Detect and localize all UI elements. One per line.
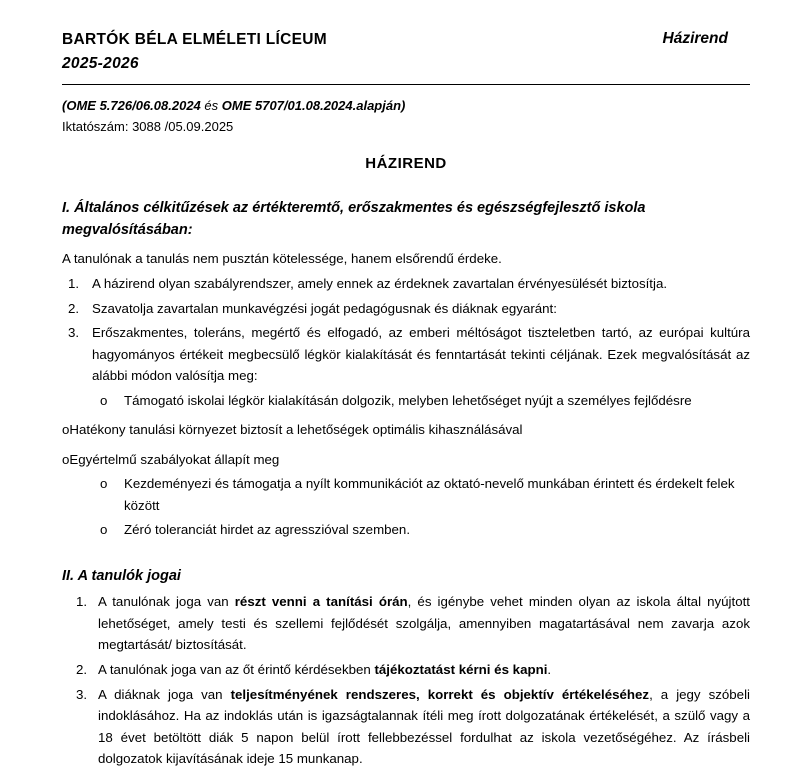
list-item bbox=[62, 684, 750, 770]
section-2-list bbox=[62, 591, 750, 769]
list-item bbox=[62, 273, 750, 295]
list-item-text: Támogató iskolai légkör kialakításán dolgozik, melyben lehetőséget nyújt a személyes fejlődésre bbox=[124, 392, 692, 408]
list-item-text: Hatékony tanulási környezet biztosít a lehetőségek optimális kihasználásával bbox=[69, 422, 523, 438]
page-title: HÁZIREND bbox=[365, 154, 447, 172]
text-run: A tanulónak joga van bbox=[98, 594, 235, 610]
list-marker: 1. bbox=[68, 276, 80, 292]
school-name-block bbox=[62, 28, 327, 76]
list-item bbox=[62, 591, 750, 656]
reference-number-1: 5.726/06.08.2024 bbox=[99, 98, 201, 114]
document-header bbox=[62, 28, 750, 85]
reference-conjunction: és bbox=[200, 98, 222, 114]
section-1-sublist-a bbox=[62, 390, 750, 412]
circle-bullet-icon: o bbox=[62, 422, 70, 438]
list-item bbox=[62, 519, 750, 541]
document-meta bbox=[62, 96, 750, 138]
list-item bbox=[62, 659, 750, 681]
list-marker: 2. bbox=[68, 300, 80, 316]
text-run-bold: tájékoztatást kérni és kapni bbox=[374, 662, 548, 677]
list-item-text bbox=[98, 594, 750, 652]
list-item bbox=[62, 390, 750, 412]
list-item bbox=[62, 322, 750, 387]
reference-prefix: (OME bbox=[62, 98, 96, 114]
school-year: 2025-2026 bbox=[62, 55, 139, 73]
list-item-text: Erőszakmentes, toleráns, megértő és elfogadó, az emberi méltóságot tiszteletben tartó, az európai kultúra hagyományos értékeit megbecsülő légkör kialakítását és fenntartását tekinti céljának. Ezek megvalósítását az alábbi módon valósítja meg: bbox=[92, 325, 750, 384]
section-1-subitem-flat-2 bbox=[62, 449, 750, 471]
list-item bbox=[62, 298, 750, 320]
section-heading-2: II. A tanulók jogai bbox=[62, 567, 181, 584]
list-item-text: Zéró toleranciát hirdet az agresszióval szemben. bbox=[124, 522, 411, 538]
school-name: BARTÓK BÉLA ELMÉLETI LÍCEUM bbox=[62, 31, 327, 48]
list-marker: 2. bbox=[76, 662, 88, 677]
registry-number: Iktatószám: 3088 /05.09.2025 bbox=[62, 118, 234, 134]
section-1-intro: A tanulónak a tanulás nem pusztán kötelessége, hanem elsőrendű érdeke. bbox=[62, 250, 502, 266]
reference-suffix: alapján) bbox=[356, 98, 406, 114]
list-marker: 1. bbox=[76, 594, 88, 610]
text-run-bold: teljesítményének rendszeres, korrekt és objektív értékeléséhez bbox=[230, 686, 650, 702]
section-1-subitem-flat-1 bbox=[62, 419, 750, 441]
list-item-text bbox=[98, 662, 551, 677]
reference-number-2: 5707/01.08.2024. bbox=[255, 98, 357, 114]
section-1-list bbox=[62, 273, 750, 387]
list-marker: 3. bbox=[76, 686, 88, 702]
circle-bullet-icon: o bbox=[62, 451, 70, 467]
text-run: A tanulónak joga van az őt érintő kérdésekben bbox=[98, 662, 375, 677]
list-item-text: A házirend olyan szabályrendszer, amely ennek az érdeknek zavartalan érvényesülését biztosítja. bbox=[92, 276, 668, 292]
circle-bullet-icon: o bbox=[100, 476, 108, 492]
text-run-bold: részt venni a tanítási órán bbox=[234, 594, 408, 610]
list-item-text: Szavatolja zavartalan munkavégzési jogát pedagógusnak és diáknak egyaránt: bbox=[92, 300, 557, 316]
document-kind-label: Házirend bbox=[662, 30, 728, 47]
list-item-text bbox=[98, 687, 750, 767]
circle-bullet-icon: o bbox=[100, 522, 108, 538]
text-run: . bbox=[547, 662, 552, 677]
list-marker: 3. bbox=[68, 325, 80, 341]
section-1-sublist-b bbox=[62, 473, 750, 541]
list-item-text: Kezdeményezi és támogatja a nyílt kommunikációt az oktató-nevelő munkában érintett és érdekelt felek között bbox=[124, 476, 735, 513]
text-run: , és igénybe vehet minden olyan az iskola által nyújtott lehetőséget, amely testi és szellemi fejlődését szolgálja, amennyiben magatartásával nem zavarja azok megtartását/ biztosítását. bbox=[98, 594, 750, 653]
circle-bullet-icon: o bbox=[100, 392, 108, 408]
text-run: , a jegy szóbeli indoklásához. Ha az indoklás után is igazságtalannak ítéli meg írott dolgozatának értékelését, a szülő vagy a 18 évet betöltött diák 5 napon belül írott fellebbezéssel fordulhat az iskola vezetőségéhez. Az írásbeli dolgozatok kijavításának ideje 15 munkanap. bbox=[98, 686, 750, 767]
legal-reference-line bbox=[62, 96, 750, 117]
section-heading-1: I. Általános célkitűzések az értékteremtő, erőszakmentes és egészségfejlesztő iskola megvalósításában: bbox=[62, 199, 646, 239]
text-run: A diáknak joga van bbox=[98, 686, 231, 702]
list-item bbox=[62, 473, 750, 516]
reference-label-2: OME bbox=[221, 98, 252, 114]
list-item-text: Egyértelmű szabályokat állapít meg bbox=[69, 451, 280, 467]
